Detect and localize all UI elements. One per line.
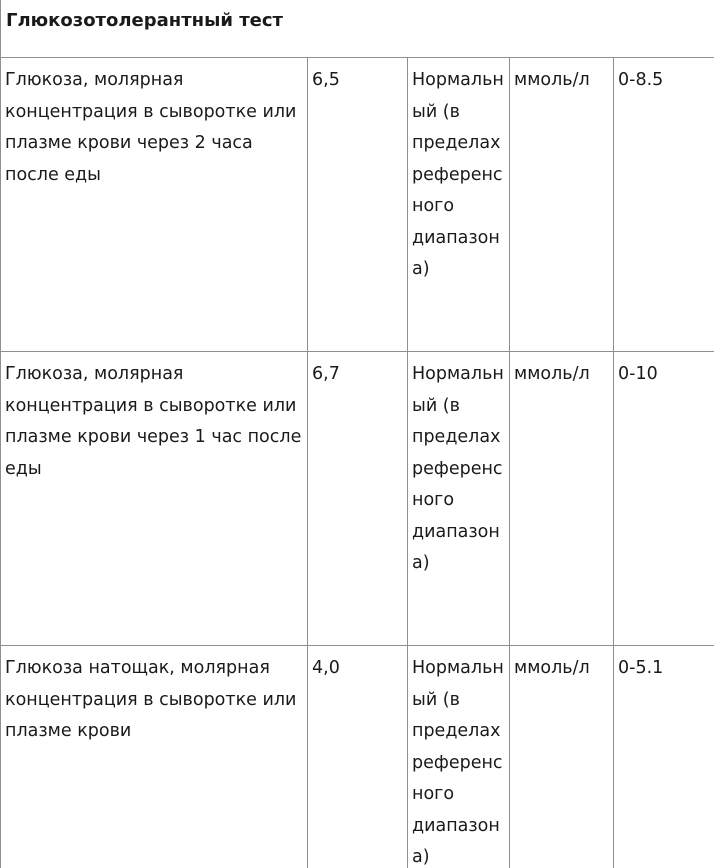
table-row bbox=[1, 646, 714, 868]
reference-range-cell: 0-8.5 bbox=[614, 58, 714, 352]
reference-range-cell: 0-5.1 bbox=[614, 646, 714, 868]
reference-range-cell: 0-10 bbox=[614, 352, 714, 646]
result-value-cell: 6,7 bbox=[308, 352, 408, 646]
section-header-row bbox=[1, 0, 714, 58]
unit-cell: ммоль/л bbox=[510, 58, 614, 352]
unit-cell: ммоль/л bbox=[510, 352, 614, 646]
table-row bbox=[1, 58, 714, 352]
table-row bbox=[1, 352, 714, 646]
test-name-cell: Глюкоза, молярная концентрация в сыворотке или плазме крови через 2 часа после еды bbox=[1, 58, 308, 352]
test-name-cell: Глюкоза, молярная концентрация в сыворотке или плазме крови через 1 час после еды bbox=[1, 352, 308, 646]
section-title: Глюкозотолерантный тест bbox=[1, 0, 714, 58]
result-flag-cell: Нормальный (в пределах референсного диапазона) bbox=[408, 646, 510, 868]
unit-cell: ммоль/л bbox=[510, 646, 614, 868]
result-value-cell: 6,5 bbox=[308, 58, 408, 352]
result-value-cell: 4,0 bbox=[308, 646, 408, 868]
result-flag-cell: Нормальный (в пределах референсного диапазона) bbox=[408, 58, 510, 352]
result-flag-cell: Нормальный (в пределах референсного диапазона) bbox=[408, 352, 510, 646]
test-name-cell: Глюкоза натощак, молярная концентрация в сыворотке или плазме крови bbox=[1, 646, 308, 868]
